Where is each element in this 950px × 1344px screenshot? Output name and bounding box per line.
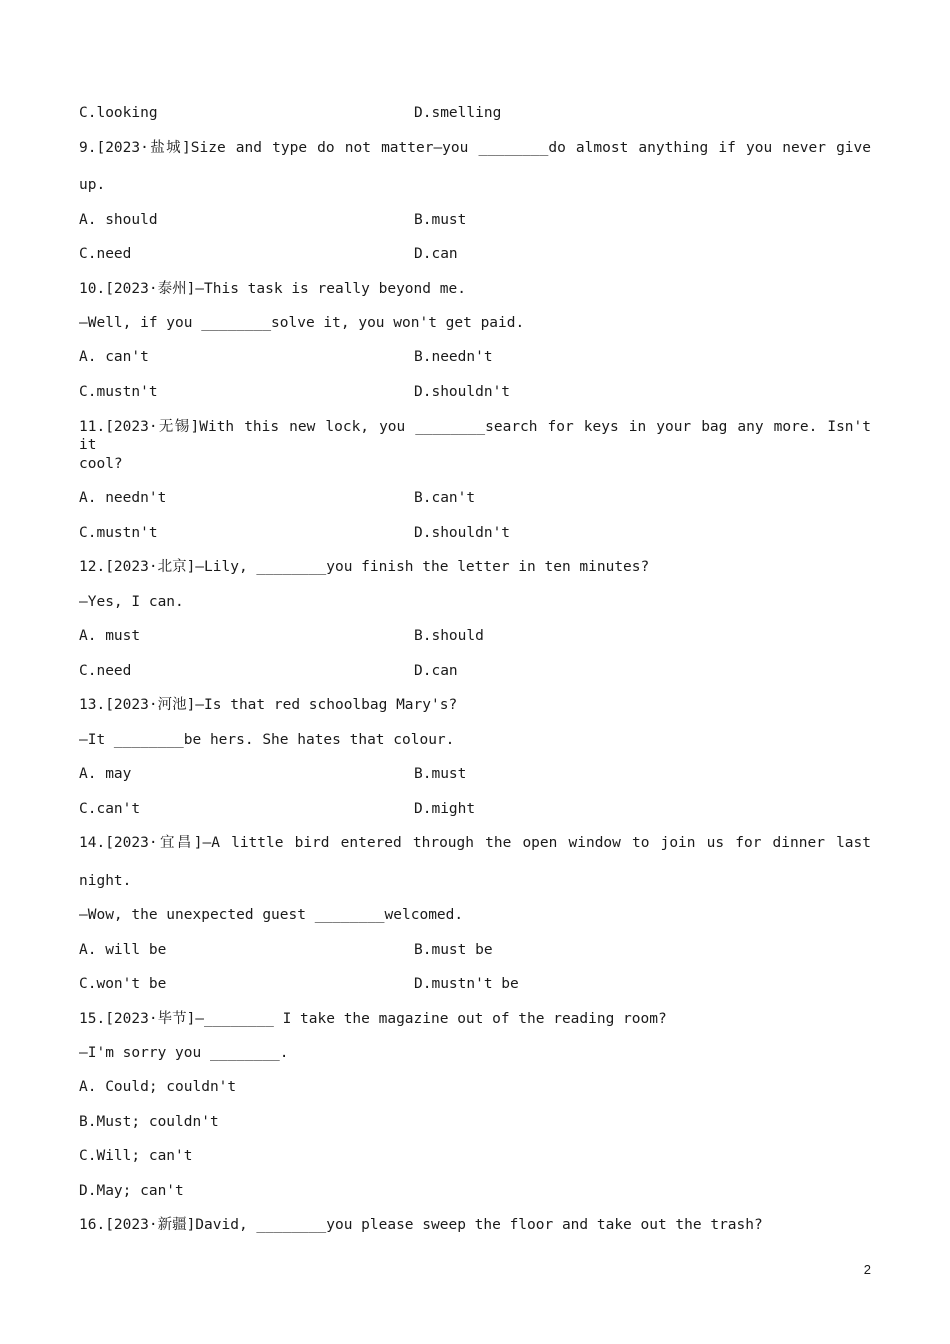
option-b: B.must be <box>414 942 493 958</box>
option-d: D.might <box>414 801 476 817</box>
question-12-dialogue: —Yes, I can. <box>79 594 184 610</box>
option-c: C.mustn't <box>79 384 158 400</box>
option-c: C.mustn't <box>79 525 158 541</box>
question-14-dialogue: —Wow, the unexpected guest ________welcomed. <box>79 907 464 923</box>
option-c: C.can't <box>79 801 141 817</box>
question-11-stem-cont: cool? <box>79 456 123 472</box>
option-c: C.looking <box>79 105 158 121</box>
option-c: C.Will; can't <box>79 1148 193 1164</box>
question-13-dialogue: —It ________be hers. She hates that colour. <box>79 732 455 748</box>
option-b: B.needn't <box>414 349 493 365</box>
question-10-stem: 10.[2023·泰州]—This task is really beyond me. <box>79 281 466 297</box>
option-a: A. must <box>79 628 141 644</box>
option-a: A. needn't <box>79 490 167 506</box>
option-c: C.won't be <box>79 976 167 992</box>
question-10-dialogue: —Well, if you ________solve it, you won't get paid. <box>79 315 525 331</box>
option-a: A. Could; couldn't <box>79 1079 237 1095</box>
question-14-stem-cont: night. <box>79 873 132 889</box>
option-d: D.shouldn't <box>414 525 511 541</box>
option-b: B.should <box>414 628 484 644</box>
option-b: B.can't <box>414 490 476 506</box>
option-a: A. will be <box>79 942 167 958</box>
question-16-stem: 16.[2023·新疆]David, ________you please sweep the floor and take out the trash? <box>79 1217 763 1233</box>
question-14-stem: 14.[2023·宜昌]—A little bird entered through the open window to join us for dinner last <box>79 835 871 851</box>
option-d: D.shouldn't <box>414 384 511 400</box>
option-c: C.need <box>79 663 132 679</box>
question-15-dialogue: —I'm sorry you ________. <box>79 1045 289 1061</box>
option-d: D.mustn't be <box>414 976 519 992</box>
option-a: A. should <box>79 212 158 228</box>
option-b: B.Must; couldn't <box>79 1114 219 1130</box>
question-15-stem: 15.[2023·毕节]—________ I take the magazine out of the reading room? <box>79 1011 667 1027</box>
option-a: A. can't <box>79 349 149 365</box>
option-d: D.smelling <box>414 105 502 121</box>
question-13-stem: 13.[2023·河池]—Is that red schoolbag Mary's? <box>79 697 458 713</box>
option-d: D.can <box>414 246 458 262</box>
page-number: 2 <box>863 1262 871 1277</box>
option-a: A. may <box>79 766 132 782</box>
option-d: D.May; can't <box>79 1183 184 1199</box>
option-b: B.must <box>414 766 467 782</box>
option-c: C.need <box>79 246 132 262</box>
option-b: B.must <box>414 212 467 228</box>
question-9-stem-cont: up. <box>79 177 106 193</box>
question-9-stem: 9.[2023·盐城]Size and type do not matter—you ________do almost anything if you never give <box>79 140 871 156</box>
question-12-stem: 12.[2023·北京]—Lily, ________you finish the letter in ten minutes? <box>79 559 650 575</box>
question-11-stem: 11.[2023·无锡]With this new lock, you ________search for keys in your bag any more. Isn't it <box>79 419 871 453</box>
option-d: D.can <box>414 663 458 679</box>
